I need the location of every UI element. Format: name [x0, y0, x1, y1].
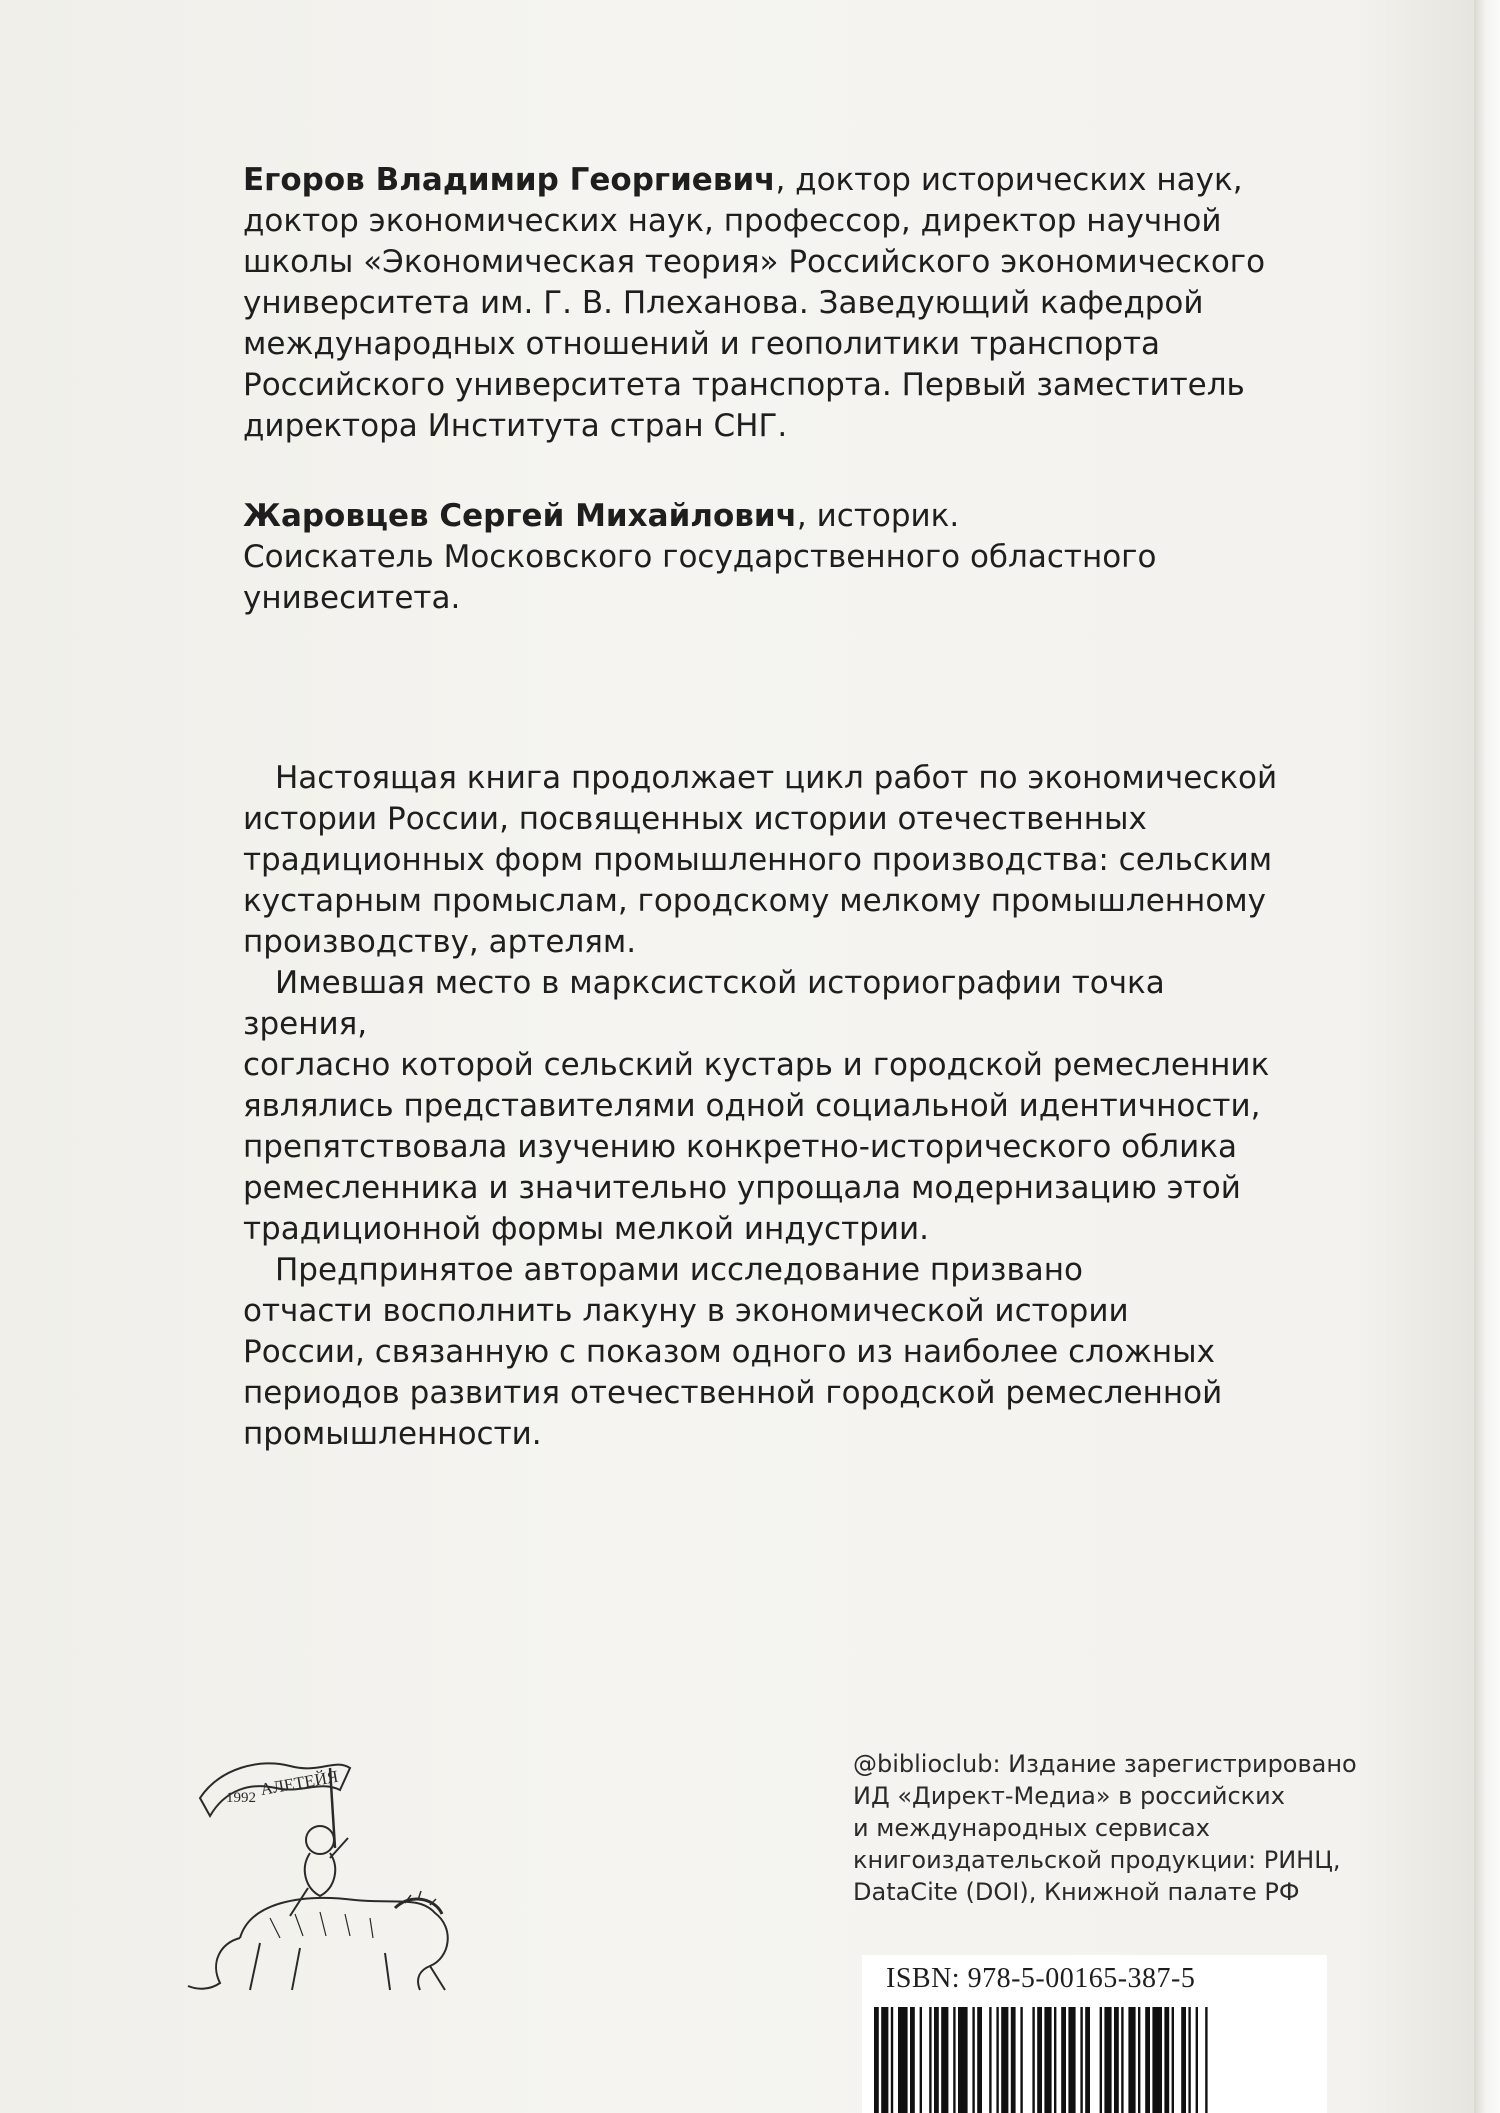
annotation-line: ремесленника и значительно упрощала модернизацию этой — [243, 1170, 1241, 1206]
author-bio-zharovtsev — [243, 496, 1283, 619]
annotation-line: кустарным промыслам, городскому мелкому промышленному — [243, 883, 1267, 919]
barcode-bar — [977, 2007, 982, 2113]
barcode-bar — [881, 2007, 888, 2113]
bio-line: Российского университета транспорта. Первый заместитель — [243, 367, 1245, 403]
barcode-bar — [1121, 2007, 1123, 2113]
author-name: Егоров Владимир Георгиевич — [243, 162, 776, 198]
barcode-icon — [870, 2007, 1318, 2113]
emblem-year: 1992 — [226, 1790, 256, 1806]
annotation-line: препятствовала изучению конкретно-исторического облика — [243, 1129, 1237, 1165]
barcode-bar — [941, 2007, 948, 2113]
annotation-line: производству, артелям. — [243, 924, 637, 960]
registration-line: @biblioclub: Издание зарегистрировано — [853, 1750, 1357, 1778]
isbn-label: ISBN: 978-5-00165-387-5 — [886, 1963, 1196, 1994]
barcode-bar — [1068, 2007, 1075, 2113]
barcode-bar — [989, 2007, 991, 2113]
book-annotation — [243, 758, 1283, 1455]
author-name: Жаровцев Сергей Михайлович — [243, 498, 797, 534]
bio-line: университета им. Г. В. Плеханова. Заведующий кафедрой — [243, 285, 1204, 321]
annotation-line: Предпринятое авторами исследование призвано — [275, 1252, 1084, 1288]
barcode-bar — [1188, 2007, 1190, 2113]
bio-line: унивеситета. — [243, 580, 461, 616]
author-bio-egorov — [243, 160, 1283, 447]
barcode-bar — [1128, 2007, 1135, 2113]
barcode-bar — [920, 2007, 922, 2113]
barcode-bar — [1114, 2007, 1119, 2113]
registration-line: DataCite (DOI), Книжной палате РФ — [853, 1878, 1300, 1906]
annotation-line: отчасти восполнить лакуну в экономической истории — [243, 1293, 1129, 1329]
annotation-paragraph — [243, 963, 1283, 1250]
registration-line: книгоиздательской продукции: РИНЦ, — [853, 1846, 1341, 1874]
annotation-paragraph — [243, 758, 1283, 963]
barcode-bar — [1011, 2007, 1016, 2113]
barcode-bar — [898, 2007, 908, 2113]
annotation-line: России, связанную с показом одного из наиболее сложных — [243, 1334, 1215, 1370]
bio-text: , доктор исторических наук, — [775, 162, 1243, 198]
barcode-bar — [972, 2007, 974, 2113]
bio-line — [243, 496, 1283, 537]
bio-line: международных отношений и геополитики транспорта — [243, 326, 1161, 362]
barcode-bar — [929, 2007, 931, 2113]
registration-line: ИД «Директ-Медиа» в российских — [853, 1782, 1285, 1810]
barcode-bar — [1164, 2007, 1169, 2113]
cover-edge — [1474, 0, 1500, 2113]
barcode-bar — [958, 2007, 968, 2113]
annotation-line: истории России, посвященных истории отечественных — [243, 801, 1147, 837]
annotation-line: Имевшая место в марксистской историографии точка зрения, — [243, 965, 1165, 1042]
barcode-bar — [1205, 2007, 1207, 2113]
annotation-line: Настоящая книга продолжает цикл работ по экономической — [275, 760, 1278, 796]
barcode-bar — [1020, 2007, 1022, 2113]
barcode-bar — [1054, 2007, 1056, 2113]
bio-line: доктор экономических наук, профессор, директор научной — [243, 203, 1222, 239]
barcode-bar — [1100, 2007, 1102, 2113]
barcode-bar — [1085, 2007, 1090, 2113]
barcode-bar — [1037, 2007, 1042, 2113]
annotation-line: промышленности. — [243, 1416, 542, 1452]
barcode-bar — [996, 2007, 998, 2113]
barcode-bar — [891, 2007, 893, 2113]
barcode-bar — [1138, 2007, 1140, 2113]
barcode-bar — [1152, 2007, 1162, 2113]
registration-line: и международных сервисах — [853, 1814, 1210, 1842]
barcode-bar — [1080, 2007, 1082, 2113]
barcode-bar — [1032, 2007, 1034, 2113]
annotation-line: традиционной формы мелкой индустрии. — [243, 1211, 929, 1247]
barcode-bar — [910, 2007, 915, 2113]
annotation-line: согласно которой сельский кустарь и городской ремесленник — [243, 1047, 1270, 1083]
annotation-line: являлись представителями одной социальной идентичности, — [243, 1088, 1261, 1124]
barcode-bar — [934, 2007, 939, 2113]
barcode-bar — [874, 2007, 879, 2113]
barcode-bar — [1104, 2007, 1111, 2113]
isbn-barcode-box — [862, 1955, 1327, 2113]
annotation-line: традиционных форм промышленного производства: сельским — [243, 842, 1273, 878]
bio-line: Соискатель Московского государственного областного — [243, 539, 1157, 575]
bio-line — [243, 160, 1283, 201]
bio-text: , историк. — [796, 498, 960, 534]
barcode-bar — [1001, 2007, 1008, 2113]
bio-line: школы «Экономическая теория» Российского экономического — [243, 244, 1266, 280]
annotation-paragraph — [243, 1250, 1283, 1455]
barcode-bar — [1145, 2007, 1150, 2113]
registration-note — [853, 1748, 1373, 1908]
barcode-bar — [1172, 2007, 1174, 2113]
barcode-bar — [1044, 2007, 1051, 2113]
publisher-emblem-icon — [180, 1728, 500, 2000]
bio-line: директора Института стран СНГ. — [243, 408, 788, 444]
barcode-bar — [953, 2007, 955, 2113]
barcode-bar — [1181, 2007, 1186, 2113]
emblem-name: АЛЕТЕЙЯ — [258, 1766, 340, 1800]
barcode-bar — [1196, 2007, 1198, 2113]
barcode-bar — [1061, 2007, 1066, 2113]
annotation-line: периодов развития отечественной городской ремесленной — [243, 1375, 1223, 1411]
